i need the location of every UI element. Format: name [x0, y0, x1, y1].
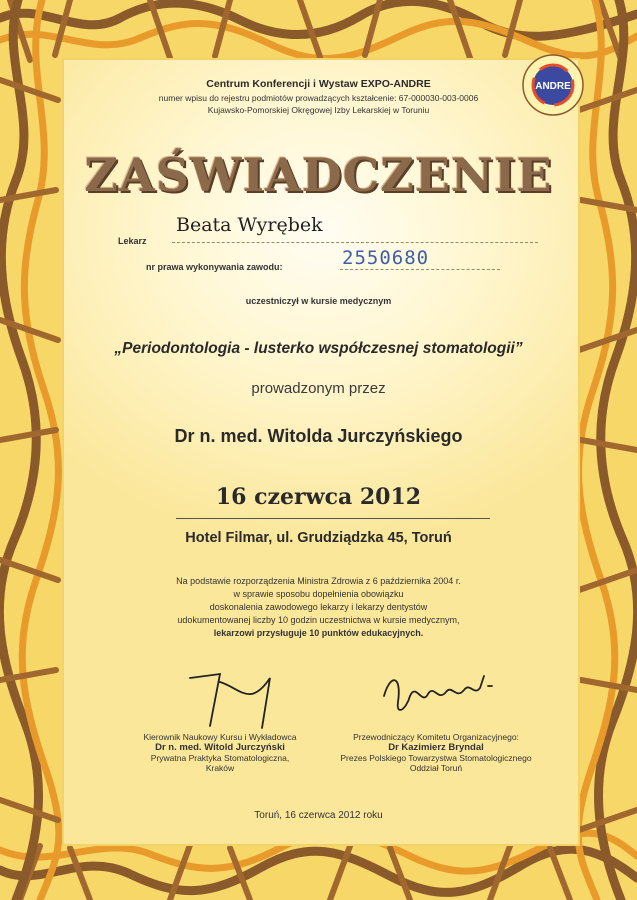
place-and-date: Toruń, 16 czerwca 2012 roku [254, 810, 383, 821]
chamber-line: Kujawsko-Pomorskiej Okręgowej Izby Lekarskiej w Toruniu [207, 105, 430, 115]
left-signatory-city: Kraków [205, 763, 235, 773]
left-signatory [100, 732, 340, 773]
license-number: 2550680 [342, 247, 430, 269]
legal-line-1: Na podstawie rozporządzenia Ministra Zdrowia z 6 października 2004 r. [176, 576, 461, 586]
legal-line-2: w sprawie sposobu dopełnienia obowiązku [233, 589, 404, 599]
right-signatory-name: Dr Kazimierz Bryndal [388, 742, 484, 753]
legal-line-4: udokumentowanej liczby 10 godzin uczestnictwa w kursie medycznym, [177, 615, 460, 625]
license-underline [340, 269, 500, 270]
right-signatory-role: Przewodniczący Komitetu Organizacyjnego: [353, 732, 519, 742]
left-signature [180, 668, 290, 732]
legal-line-5: lekarzowi przysługuje 10 punktów edukacyjnych. [213, 628, 424, 638]
date-underline [176, 518, 490, 519]
right-signatory-branch: Oddział Toruń [409, 763, 463, 773]
left-signatory-role: Kierownik Naukowy Kursu i Wykładowca [143, 732, 297, 742]
event-venue: Hotel Filmar, ul. Grudziądzka 45, Toruń [185, 530, 452, 546]
right-signature [376, 666, 506, 726]
course-title: „Periodontologia - lusterko współczesnej stomatologii” [114, 340, 523, 357]
license-label: nr prawa wykonywania zawodu: [146, 262, 283, 272]
right-signatory-affiliation: Prezes Polskiego Towarzystwa Stomatologicznego [340, 753, 532, 763]
right-signatory [316, 732, 556, 773]
lecturer-name: Dr n. med. Witolda Jurczyńskiego [174, 426, 463, 446]
participation-text: uczestniczył w kursie medycznym [245, 296, 392, 306]
recipient-label: Lekarz [118, 236, 147, 246]
svg-text:ANDRE: ANDRE [535, 81, 571, 92]
registry-line: numer wpisu do rejestru podmiotów prowadzących kształcenie: 67-000030-003-0006 [158, 93, 479, 103]
left-signatory-affiliation: Prywatna Praktyka Stomatologiczna, [150, 753, 290, 763]
certificate-title: ZAŚWIADCZENIE [84, 148, 553, 202]
organizer-name: Centrum Konferencji i Wystaw EXPO-ANDRE [206, 78, 431, 90]
led-by-text: prowadzonym przez [251, 380, 386, 397]
name-underline [172, 242, 538, 243]
recipient-name: Beata Wyrębek [176, 214, 323, 236]
legal-line-3: doskonalenia zawodowego lekarzy i lekarzy dentystów [209, 602, 428, 612]
event-date: 16 czerwca 2012 [215, 484, 422, 510]
left-signatory-name: Dr n. med. Witold Jurczyński [155, 742, 285, 753]
